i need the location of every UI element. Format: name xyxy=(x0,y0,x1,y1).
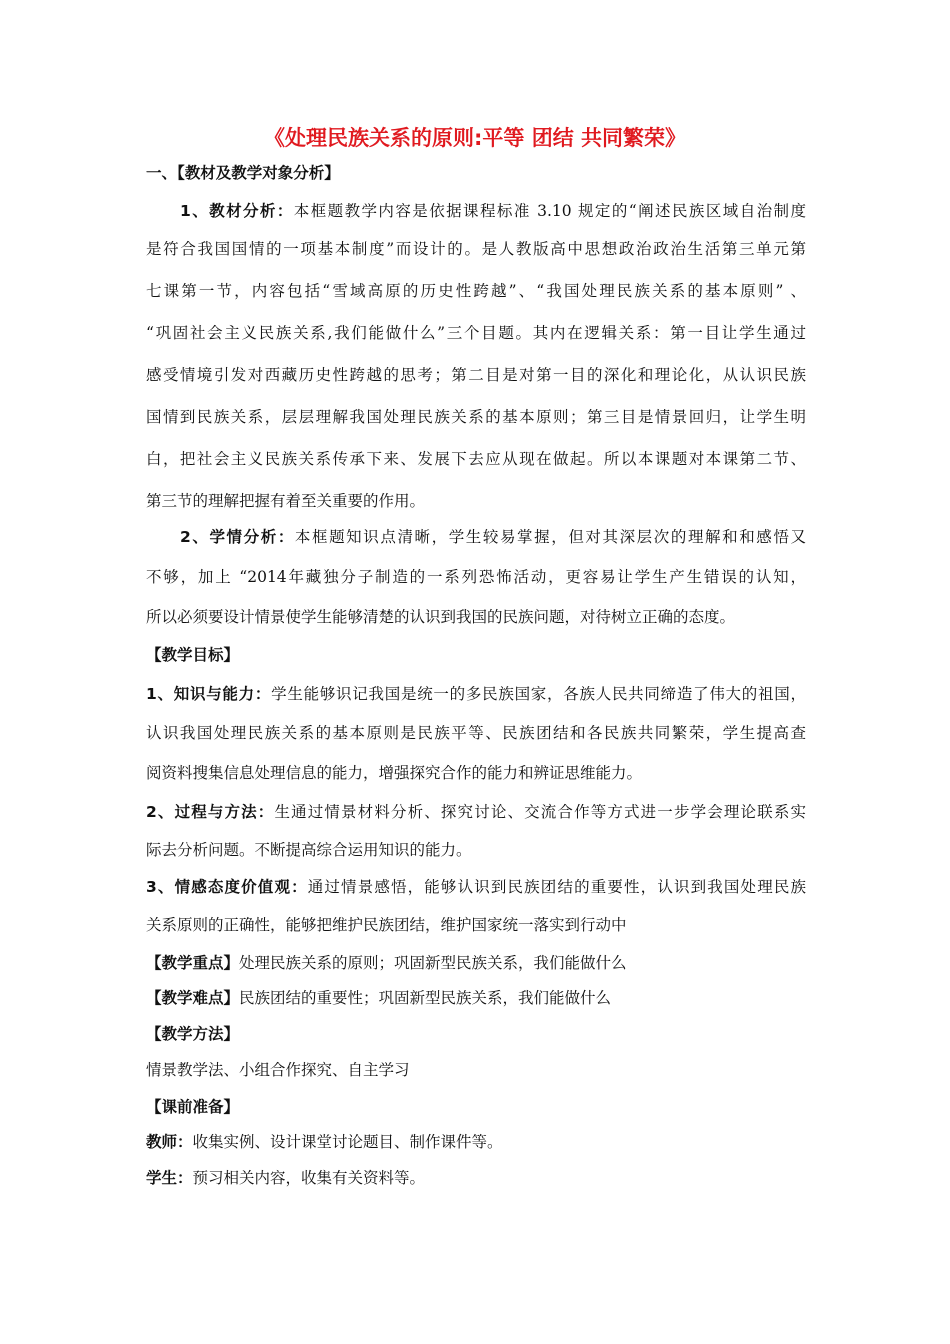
key-points-label: 【教学重点】 xyxy=(146,954,240,972)
section-heading-prep: 【课前准备】 xyxy=(146,1098,240,1116)
difficult-points-label: 【教学难点】 xyxy=(146,989,240,1007)
paragraph-line: 感受情境引发对西藏历史性跨越的思考；第二目是对第一目的深化和理论化，从认识民族 xyxy=(146,366,806,384)
paragraph-line: 2、过程与方法：生通过情景材料分析、探究讨论、交流合作等方式进一步学会理论联系实 xyxy=(146,803,806,821)
paragraph-line: 不够，加上 “2014年藏独分子制造的一系列恐怖活动，更容易让学生产生错误的认知， xyxy=(146,568,806,586)
paragraph-line: 七课第一节，内容包括“雪域高原的历史性跨越”、“我国处理民族关系的基本原则” 、 xyxy=(146,282,806,300)
paragraph-label: 2、过程与方法： xyxy=(146,803,275,821)
paragraph-label: 1、知识与能力： xyxy=(146,685,272,703)
paragraph-line: 国情到民族关系，层层理解我国处理民族关系的基本原则；第三目是情景回归，让学生明 xyxy=(146,408,806,426)
prep-student: 学生：预习相关内容，收集有关资料等。 xyxy=(146,1169,426,1187)
section-heading-goals: 【教学目标】 xyxy=(146,646,240,664)
prep-teacher-label: 教师： xyxy=(146,1133,193,1151)
difficult-points: 【教学难点】民族团结的重要性；巩固新型民族关系，我们能做什么 xyxy=(146,989,612,1007)
paragraph-line: “巩固社会主义民族关系,我们能做什么”三个目题。其内在逻辑关系：第一目让学生通过 xyxy=(146,324,806,342)
paragraph-line: 2、学情分析：本框题知识点清晰，学生较易掌握，但对其深层次的理解和和感悟又 xyxy=(180,528,806,546)
prep-student-label: 学生： xyxy=(146,1169,193,1187)
paragraph-line: 认识我国处理民族关系的基本原则是民族平等、民族团结和各民族共同繁荣，学生提高查 xyxy=(146,724,806,742)
key-points: 【教学重点】处理民族关系的原则；巩固新型民族关系，我们能做什么 xyxy=(146,954,627,972)
paragraph-label: 1、教材分析： xyxy=(180,202,294,220)
paragraph-line: 关系原则的正确性，能够把维护民族团结，维护国家统一落实到行动中 xyxy=(146,916,627,934)
paragraph-line: 际去分析问题。不断提高综合运用知识的能力。 xyxy=(146,841,472,859)
paragraph-label: 3、情感态度价值观： xyxy=(146,878,308,896)
section-heading-method: 【教学方法】 xyxy=(146,1025,240,1043)
paragraph-label: 2、学情分析： xyxy=(180,528,295,546)
paragraph-line: 是符合我国国情的一项基本制度”而设计的。是人教版高中思想政治政治生活第三单元第 xyxy=(146,240,806,258)
section-heading-analysis: 一、【教材及教学对象分析】 xyxy=(146,164,340,182)
method-text: 情景教学法、小组合作探究、自主学习 xyxy=(146,1061,410,1079)
paragraph-line: 1、知识与能力：学生能够识记我国是统一的多民族国家，各族人民共同缔造了伟大的祖国， xyxy=(146,685,806,703)
prep-teacher: 教师：收集实例、设计课堂讨论题目、制作课件等。 xyxy=(146,1133,503,1151)
paragraph-line: 所以必须要设计情景使学生能够清楚的认识到我国的民族问题，对待树立正确的态度。 xyxy=(146,608,736,626)
paragraph-line: 阅资料搜集信息处理信息的能力，增强探究合作的能力和辨证思维能力。 xyxy=(146,764,643,782)
paragraph-line: 1、教材分析：本框题教学内容是依据课程标准 3.10 规定的“阐述民族区域自治制度 xyxy=(180,202,806,220)
paragraph-line: 第三节的理解把握有着至关重要的作用。 xyxy=(146,492,426,510)
paragraph-line: 白，把社会主义民族关系传承下来、发展下去应从现在做起。所以本课题对本课第二节、 xyxy=(146,450,806,468)
document-title: 《处理民族关系的原则:平等 团结 共同繁荣》 xyxy=(263,126,687,150)
paragraph-line: 3、情感态度价值观：通过情景感悟，能够认识到民族团结的重要性，认识到我国处理民族 xyxy=(146,878,806,896)
